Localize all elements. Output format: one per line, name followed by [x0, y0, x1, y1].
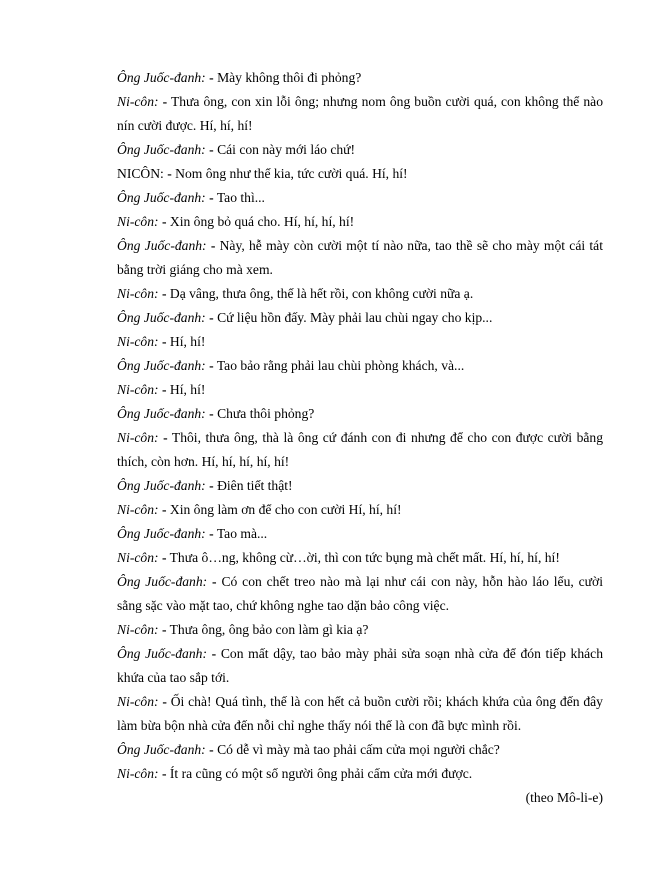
- speech-dash: -: [209, 358, 214, 373]
- speaker-name: Ni-côn:: [117, 550, 159, 565]
- speech-dash: -: [209, 190, 214, 205]
- speaker-name: Ni-côn:: [117, 622, 159, 637]
- dialogue-line: [117, 234, 603, 282]
- speech-text: Chưa thôi phỏng?: [217, 406, 315, 421]
- speech-text: Mày không thôi đi phỏng?: [217, 70, 362, 85]
- speaker-name: Ni-côn:: [117, 94, 159, 109]
- speech-dash: -: [167, 166, 172, 181]
- speaker-name: Ông Juốc-đanh:: [117, 526, 206, 541]
- dialogue-line: [117, 282, 603, 306]
- speech-text: Ít ra cũng có một số người ông phải cấm cửa mới được.: [169, 766, 473, 781]
- speaker-name: Ông Juốc-đanh:: [117, 190, 206, 205]
- dialogue-line: [117, 738, 603, 762]
- speech-text: Có dễ vì mày mà tao phải cấm cửa mọi người chắc?: [217, 742, 500, 757]
- speaker-name: Ông Juốc-đanh:: [117, 70, 206, 85]
- speaker-name: NICÔN:: [117, 166, 164, 181]
- speech-text: Xin ông bỏ quá cho. Hí, hí, hí, hí!: [169, 214, 355, 229]
- dialogue-line: [117, 690, 603, 738]
- dialogue-line: [117, 546, 603, 570]
- speech-dash: -: [161, 766, 167, 781]
- speech-text: Xin ông làm ơn để cho con cười Hí, hí, hí!: [169, 502, 402, 517]
- speech-text: Tao bảo rằng phải lau chùi phòng khách, và...: [216, 358, 465, 373]
- dialogue-line: [117, 354, 603, 378]
- dialogue-line: [117, 162, 603, 186]
- source-attribution: (theo Mô-li-e): [525, 790, 603, 805]
- speaker-name: Ni-côn:: [117, 382, 159, 397]
- speech-text: Hí, hí!: [169, 334, 206, 349]
- dialogue-line: [117, 762, 603, 786]
- speech-dash: -: [161, 550, 167, 565]
- speech-dash: -: [210, 238, 216, 253]
- speech-dash: -: [161, 382, 167, 397]
- speaker-name: Ni-côn:: [117, 286, 159, 301]
- dialogue-line: [117, 474, 603, 498]
- speech-dash: -: [161, 334, 167, 349]
- speech-dash: -: [212, 574, 217, 589]
- speech-dash: -: [209, 478, 214, 493]
- speaker-name: Ni-côn:: [117, 334, 159, 349]
- speech-dash: -: [161, 622, 167, 637]
- speaker-name: Ni-côn:: [117, 214, 159, 229]
- speaker-name: Ông Juốc-đanh:: [117, 646, 207, 661]
- dialogue-line: [117, 330, 603, 354]
- speaker-name: Ni-côn:: [117, 430, 159, 445]
- speech-text: Có con chết treo nào mà lại như cái con này, hỗn hào láo lếu, cười sằng sặc vào mặt tao, chứ không nghe tao dặn bảo công việc.: [117, 574, 603, 613]
- dialogue-line: [117, 618, 603, 642]
- dialogue-line: [117, 378, 603, 402]
- speaker-name: Ông Juốc-đanh:: [117, 238, 207, 253]
- speech-dash: -: [162, 94, 168, 109]
- speech-dash: -: [162, 694, 167, 709]
- speech-text: Thưa ông, con xin lỗi ông; nhưng nom ông buồn cười quá, con không thể nào nín cười được. Hí, hí, hí!: [117, 94, 604, 133]
- dialogue-line: [117, 186, 603, 210]
- speech-dash: -: [161, 286, 167, 301]
- speech-text: Tao mà...: [216, 526, 268, 541]
- dialogue-line: [117, 426, 603, 474]
- speech-dash: -: [209, 70, 214, 85]
- speech-dash: -: [163, 430, 168, 445]
- speaker-name: Ông Juốc-đanh:: [117, 478, 206, 493]
- speech-text: Cứ liệu hồn đấy. Mày phải lau chùi ngay cho kịp...: [217, 310, 493, 325]
- speech-text: Ối chà! Quá tình, thế là con hết cả buồn cười rồi; khách khứa của ông đến đây làm bừa bộn nhà cửa đến nỗi chỉ nghe thấy nói thế là con đã bực mình rồi.: [117, 694, 603, 733]
- speech-dash: -: [161, 214, 167, 229]
- speech-dash: -: [161, 502, 167, 517]
- speech-text: Điên tiết thật!: [217, 478, 293, 493]
- dialogue-line: [117, 402, 603, 426]
- speaker-name: Ni-côn:: [117, 694, 159, 709]
- dialogue-line: [117, 522, 603, 546]
- speaker-name: Ông Juốc-đanh:: [117, 742, 206, 757]
- speaker-name: Ông Juốc-đanh:: [117, 310, 206, 325]
- speech-dash: -: [211, 646, 217, 661]
- speaker-name: Ông Juốc-đanh:: [117, 406, 206, 421]
- speech-text: Hí, hí!: [169, 382, 206, 397]
- dialogue-line: [117, 90, 603, 138]
- speech-dash: -: [209, 142, 214, 157]
- dialogue-body: [117, 66, 603, 810]
- speech-text: Con mất dậy, tao bảo mày phải sửa soạn nhà cửa để đón tiếp khách khứa của tao sắp tới.: [117, 646, 604, 685]
- speaker-name: Ni-côn:: [117, 502, 159, 517]
- speaker-name: Ông Juốc-đanh:: [117, 358, 206, 373]
- dialogue-line: [117, 138, 603, 162]
- dialogue-line: [117, 642, 603, 690]
- speech-text: Này, hễ mày còn cười một tí nào nữa, tao thề sẽ cho mày một cái tát bằng trời giáng cho mà xem.: [117, 238, 603, 277]
- speaker-name: Ni-côn:: [117, 766, 159, 781]
- speaker-name: Ông Juốc-đanh:: [117, 142, 206, 157]
- speech-text: Tao thì...: [216, 190, 265, 205]
- speech-dash: -: [209, 526, 214, 541]
- dialogue-line: [117, 66, 603, 90]
- dialogue-line: [117, 498, 603, 522]
- speech-text: Nom ông như thế kia, tức cười quá. Hí, hí!: [175, 166, 408, 181]
- dialogue-line: [117, 210, 603, 234]
- speech-dash: -: [209, 310, 214, 325]
- speech-text: Thôi, thưa ông, thà là ông cứ đánh con đi nhưng để cho con được cười bằng thích, còn hơn. Hí, hí, hí, hí, hí!: [117, 430, 603, 469]
- speech-dash: -: [209, 742, 214, 757]
- speech-text: Thưa ô…ng, không cừ…ời, thì con tức bụng mà chết mất. Hí, hí, hí, hí!: [169, 550, 560, 565]
- dialogue-line: [117, 570, 603, 618]
- speech-text: Thưa ông, ông bảo con làm gì kia ạ?: [169, 622, 369, 637]
- speaker-name: Ông Juốc-đanh:: [117, 574, 208, 589]
- speech-dash: -: [209, 406, 214, 421]
- dialogue-line: [117, 306, 603, 330]
- speech-text: Dạ vâng, thưa ông, thế là hết rồi, con không cười nữa ạ.: [169, 286, 474, 301]
- speech-text: Cái con này mới láo chứ!: [217, 142, 356, 157]
